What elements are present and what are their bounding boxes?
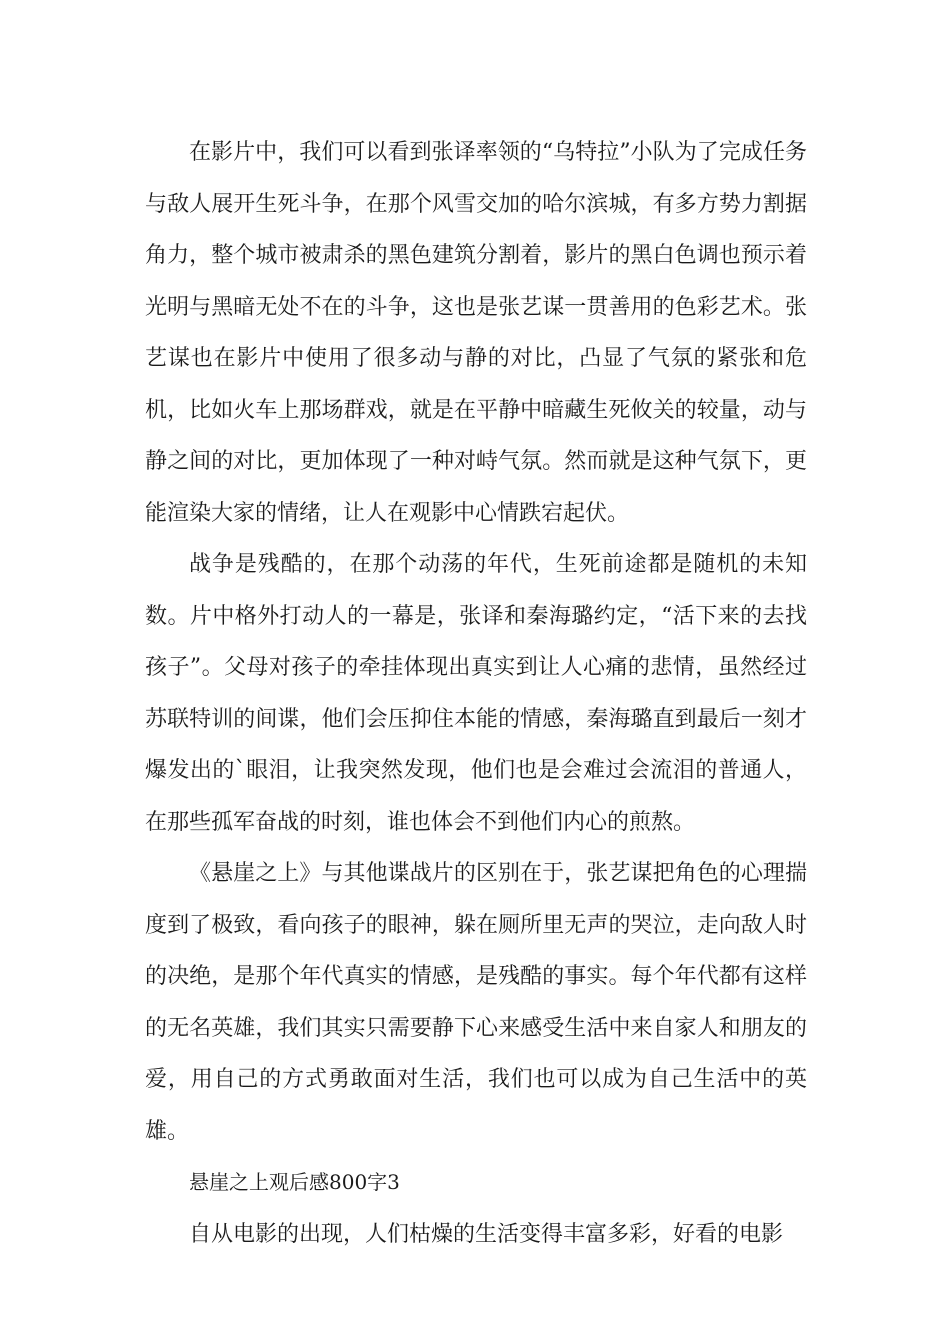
paragraph-4: 自从电影的出现，人们枯燥的生活变得丰富多彩，好看的电影	[189, 1221, 784, 1247]
document-body	[145, 127, 807, 1260]
paragraph-3: 《悬崖之上》与其他谍战片的区别在于，张艺谋把角色的心理揣度到了极致，看向孩子的眼神，躲在厕所里无声的哭泣，走向敌人时的决绝，是那个年代真实的情感，是残酷的事实。每个年代都有这样的无名英雄，我们其实只需要静下心来感受生活中来自家人和朋友的爱，用自己的方式勇敢面对生活，我们也可以成为自己生活中的英雄。	[145, 861, 807, 1144]
paragraph-2: 战争是残酷的，在那个动荡的年代，生死前途都是随机的未知数。片中格外打动人的一幕是，张译和秦海璐约定，“活下来的去找孩子”。父母对孩子的牵挂体现出真实到让人心痛的悲情，虽然经过苏联特训的间谍，他们会压抑住本能的情感，秦海璐直到最后一刻才爆发出的`眼泪，让我突然发现，他们也是会难过会流泪的普通人，在那些孤军奋战的时刻，谁也体会不到他们内心的煎熬。	[145, 552, 807, 835]
section-heading: 悬崖之上观后感800字3	[189, 1170, 400, 1194]
paragraph-1: 在影片中，我们可以看到张译率领的“乌特拉”小队为了完成任务与敌人展开生死斗争，在那个风雪交加的哈尔滨城，有多方势力割据角力，整个城市被肃杀的黑色建筑分割着，影片的黑白色调也预示着光明与黑暗无处不在的斗争，这也是张艺谋一贯善用的色彩艺术。张艺谋也在影片中使用了很多动与静的对比，凸显了气氛的紧张和危机，比如火车上那场群戏，就是在平静中暗藏生死攸关的较量，动与静之间的对比，更加体现了一种对峙气氛。然而就是这种气氛下，更能渲染大家的情绪，让人在观影中心情跌宕起伏。	[145, 140, 807, 526]
